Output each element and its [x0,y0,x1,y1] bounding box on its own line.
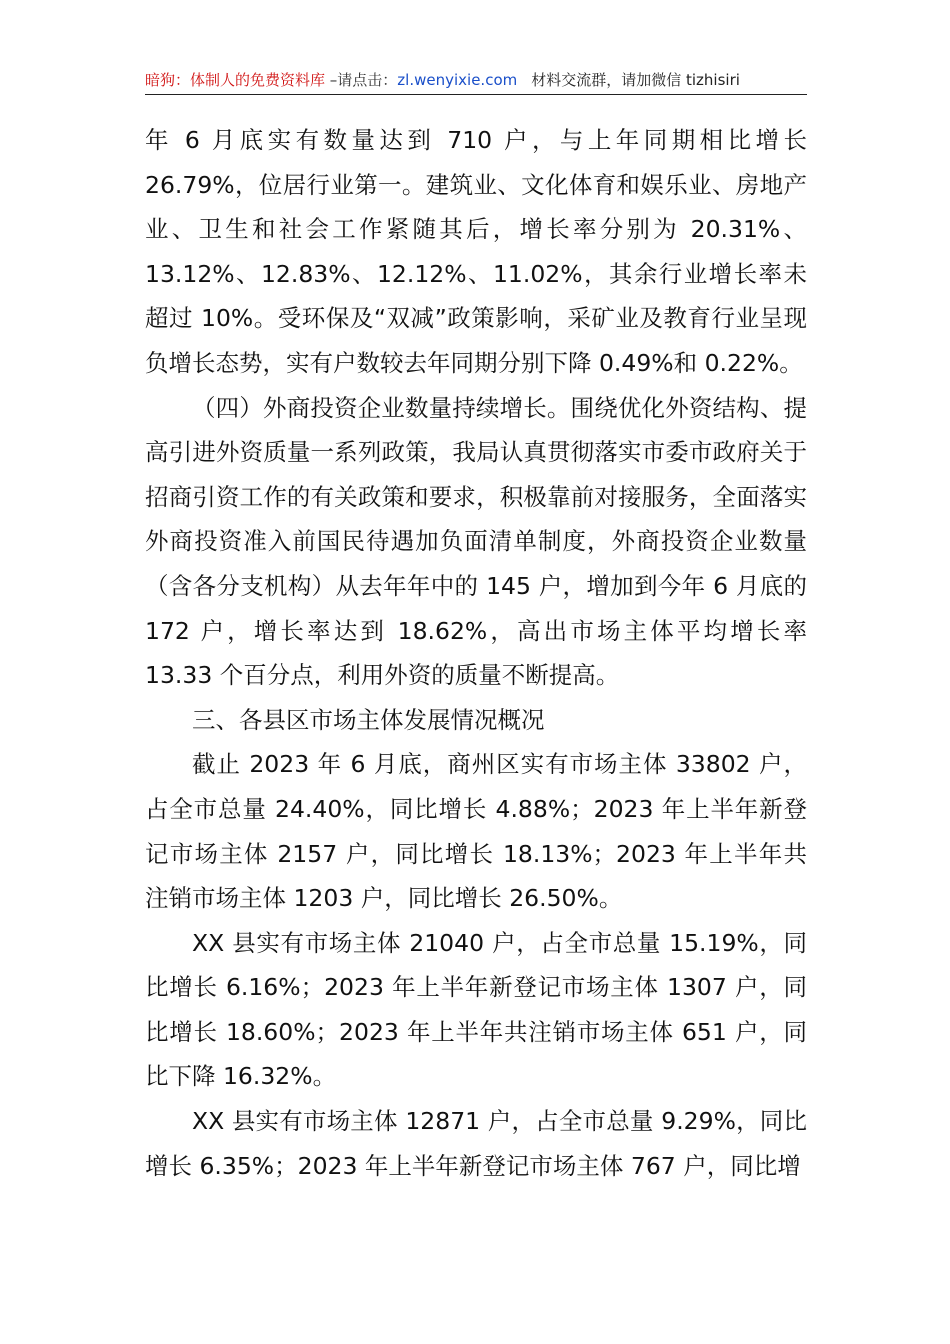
paragraph-industry-growth: 年 6 月底实有数量达到 710 户，与上年同期相比增长 26.79%，位居行业第一。建筑业、文化体育和娱乐业、房地产业、卫生和社会工作紧随其后，增长率分别为 20.31%、13.12%、12.83%、12.12%、11.02%，其余行业增长率未超过 10%。受环保及“双减”政策影响，采矿业及教育行业呈现负增长态势，实有户数较去年同期分别下降 0.49%和 0.22%。 [145,126,807,377]
paragraph-shangzhou: 截止 2023 年 6 月底，商州区实有市场主体 33802 户，占全市总量 24.40%，同比增长 4.88%；2023 年上半年新登记市场主体 2157 户，同比增长 18.13%；2023 年上半年共注销市场主体 1203 户，同比增长 26.50%。 [145,750,807,913]
document-body [145,118,807,1188]
section-heading-counties: 三、各县区市场主体发展情况概况 [192,705,545,734]
header-note: 材料交流群，请加微信 tizhisiri [531,71,740,89]
header-brand: 暗狗：体制人的免费资料库 [145,71,326,89]
paragraph-foreign-investment: （四）外商投资企业数量持续增长。围绕优化外资结构、提高引进外资质量一系列政策，我局认真贯彻落实市委市政府关于招商引资工作的有关政策和要求，积极靠前对接服务，全面落实外商投资准入前国民待遇加负面清单制度，外商投资企业数量（含各分支机构）从去年年中的 145 户，增加到今年 6 月底的 172 户，增长率达到 18.62%，高出市场主体平均增长率 13.33 个百分点，利用外资的质量不断提高。 [145,393,807,690]
paragraph-county-1: XX 县实有市场主体 21040 户，占全市总量 15.19%，同比增长 6.16%；2023 年上半年新登记市场主体 1307 户，同比增长 18.60%；2023 年上半年共注销市场主体 651 户，同比下降 16.32%。 [145,928,807,1091]
paragraph-county-2: XX 县实有市场主体 12871 户，占全市总量 9.29%，同比增长 6.35%；2023 年上半年新登记市场主体 767 户，同比增 [145,1107,807,1180]
header-prompt: –请点击： [325,71,398,89]
page-header [145,66,807,95]
header-url-link[interactable]: zl.wenyixie.com [397,71,518,89]
